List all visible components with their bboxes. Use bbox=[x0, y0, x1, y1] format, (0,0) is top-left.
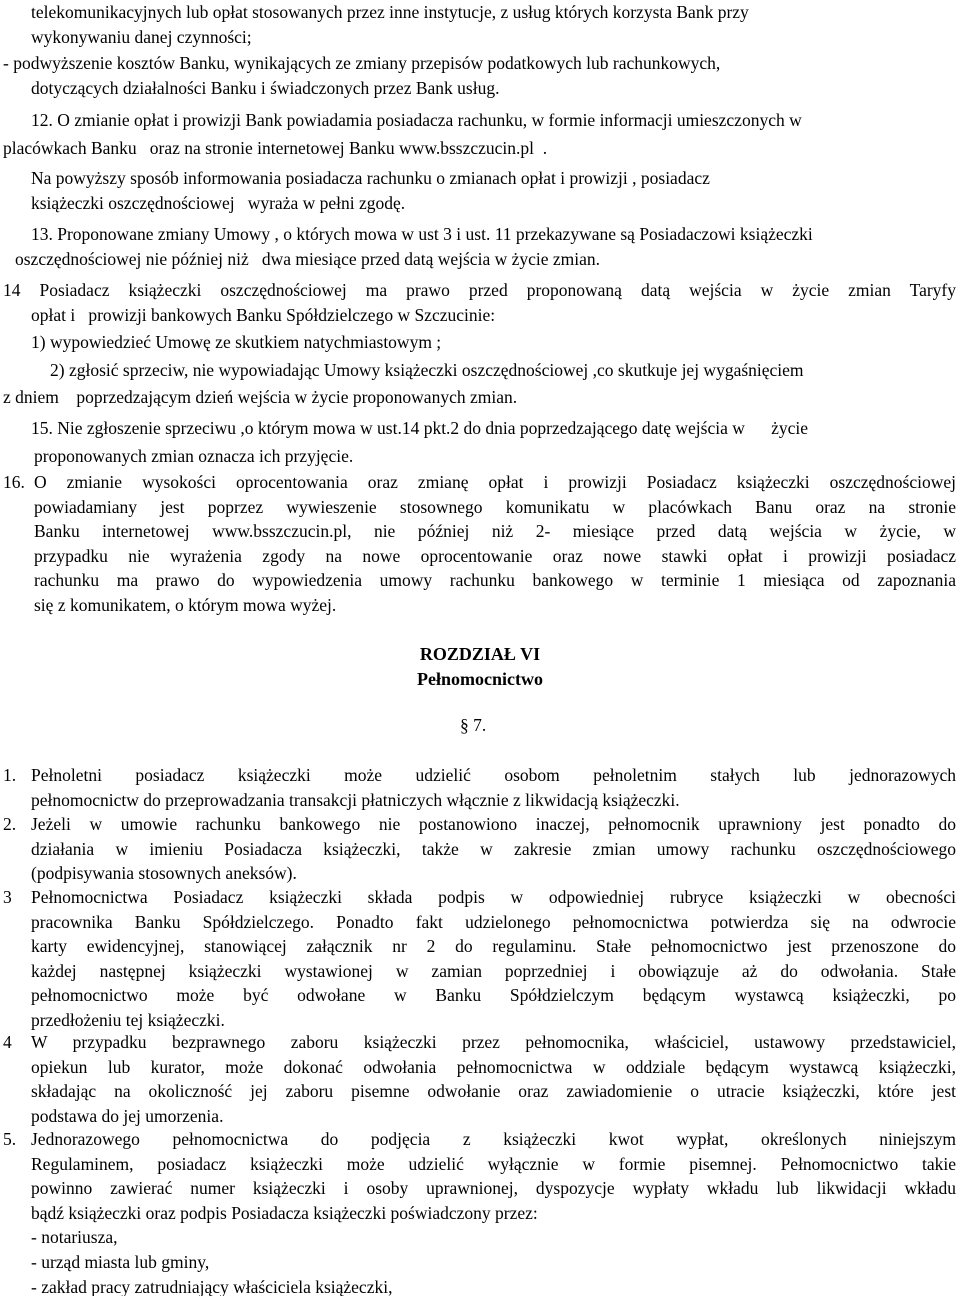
item-number: 4 bbox=[3, 1032, 12, 1052]
section-item-1 bbox=[3, 763, 956, 812]
bullet-tax-costs bbox=[3, 51, 956, 100]
text-line: opiekun lub kurator, może dokonać odwołania pełnomocnictwa w oddziale będącym wystawcą książeczki, bbox=[31, 1056, 956, 1077]
text-line: przypadku nie wyrażenia zgody na nowe oprocentowanie oraz nowe stawki opłat i prowizji posiadacz bbox=[34, 545, 956, 566]
text-line: karty ewidencyjnej, stanowiącej załącznik nr 2 do regulaminu. Stałe pełnomocnictwo jest przenoszone do bbox=[31, 936, 956, 957]
item-number: 5. bbox=[3, 1129, 17, 1149]
text-line: placówkach Banku oraz na stronie internetowej Banku www.bsszczucin.pl . bbox=[3, 138, 548, 158]
dash-list-item: - notariusza, bbox=[31, 1227, 118, 1248]
chapter-subtitle: Pełnomocnictwo bbox=[417, 669, 543, 689]
text-line: proponowanych zmian oznacza ich przyjęcie. bbox=[34, 445, 354, 466]
text-line: rachunku ma prawo do wypowiedzenia umowy rachunku bankowego w terminie 1 miesiąca od zapoznania bbox=[34, 570, 956, 591]
text-line: z dniem poprzedzającym dzień wejścia w życie proponowanych zmian. bbox=[3, 387, 518, 408]
text-line: Pełnomocnictwa Posiadacz książeczki składa podpis w odpowiedniej rubryce książeczki w obecności bbox=[31, 887, 956, 907]
text-line: 14 Posiadacz książeczki oszczędnościowej ma prawo przed proponowaną datą wejścia w życie zmian Taryfy bbox=[3, 280, 956, 300]
paragraph-12 bbox=[31, 108, 956, 133]
section-item-3 bbox=[3, 885, 956, 1033]
section-item-2 bbox=[3, 812, 956, 886]
chapter-title: ROZDZIAŁ VI bbox=[419, 644, 541, 664]
text-line: powiadamiany jest poprzez wywieszenie stosownego komunikatu w placówkach Banu oraz na stronie bbox=[34, 496, 956, 517]
text-line: (podpisywania stosownych aneksów). bbox=[31, 863, 297, 884]
text-line: przedłożeniu tej książeczki. bbox=[31, 1009, 225, 1030]
item-number: 3 bbox=[3, 887, 12, 907]
text-line: telekomunikacyjnych lub opłat stosowanych przez inne instytucje, z usług których korzysta Bank przy bbox=[31, 2, 749, 22]
text-line: 12. O zmianie opłat i prowizji Bank powiadamia posiadacza rachunku, w formie informacji umieszczonych w bbox=[31, 110, 802, 130]
text-line: Regulaminem, posiadacz książeczki może udzielić wyłącznie w formie pisemnej. Pełnomocnictwo takie bbox=[31, 1153, 956, 1174]
text-line: powinno zawierać numer książeczki i osoby uprawnionej, dyspozycje wypłaty wkładu lub likwidacji wkładu bbox=[31, 1178, 956, 1199]
paragraph-16 bbox=[3, 470, 956, 618]
section-number bbox=[460, 713, 520, 738]
text-line: podstawa do jej umorzenia. bbox=[31, 1105, 224, 1126]
paragraph-12-note bbox=[31, 166, 956, 215]
text-line: składając na okoliczność jej zaboru pisemne odwołanie oraz zawiadomienie o utracie książeczki, które jest bbox=[31, 1081, 956, 1102]
item-number: 1. bbox=[3, 765, 17, 785]
item-number: 16. bbox=[3, 472, 25, 492]
section-sign: § 7. bbox=[460, 715, 487, 735]
text-line: oszczędnościowej nie później niż dwa miesiące przed datą wejścia w życie zmian. bbox=[15, 248, 601, 269]
text-line: Na powyższy sposób informowania posiadacza rachunku o zmianach opłat i prowizji , posiadacz bbox=[31, 168, 710, 188]
section-item-5 bbox=[3, 1127, 956, 1296]
text-line: Banku internetowej www.bsszczucin.pl, nie później niż 2- miesiące przed datą wejścia w życie, w bbox=[34, 521, 956, 542]
text-line: O zmianie wysokości oprocentowania oraz zmianę opłat i prowizji Posiadacz książeczki oszczędnościowej bbox=[34, 472, 956, 492]
section-item-4 bbox=[3, 1030, 956, 1128]
top-continuation bbox=[31, 0, 956, 49]
text-line: Pełnoletni posiadacz książeczki może udzielić osobom pełnoletnim stałych lub jednorazowych bbox=[31, 765, 956, 785]
text-line: pracownika Banku Spółdzielczego. Ponadto fakt udzielonego pełnomocnictwa potwierdza się na odwrocie bbox=[31, 911, 956, 932]
text-line: 2) zgłosić sprzeciw, nie wypowiadając Umowy książeczki oszczędnościowej ,co skutkuje jej wygaśnięciem bbox=[50, 359, 804, 380]
text-line: - podwyższenie kosztów Banku, wynikających ze zmiany przepisów podatkowych lub rachunkowych, bbox=[3, 53, 721, 73]
text-line: każdej następnej książeczki wystawionej w zamian poprzedniej i obowiązuje aż do odwołania. Stałe bbox=[31, 960, 956, 981]
dash-list-item: - urząd miasta lub gminy, bbox=[31, 1251, 210, 1272]
text-line: dotyczących działalności Banku i świadczonych przez Bank usług. bbox=[31, 77, 500, 98]
text-line: 13. Proponowane zmiany Umowy , o których mowa w ust 3 i ust. 11 przekazywane są Posiadaczowi książeczki bbox=[31, 224, 813, 244]
text-line: pełnomocnictwo może być odwołane w Banku Spółdzielczym będącym wystawcą książeczki, po bbox=[31, 985, 956, 1006]
text-line: książeczki oszczędnościowej wyraża w pełni zgodę. bbox=[31, 192, 406, 213]
text-line: 1) wypowiedzieć Umowę ze skutkiem natychmiastowym ; bbox=[31, 332, 442, 353]
text-line: się z komunikatem, o którym mowa wyżej. bbox=[34, 594, 337, 615]
text-line: opłat i prowizji bankowych Banku Spółdzielczego w Szczucinie: bbox=[31, 304, 496, 325]
paragraph-13 bbox=[3, 222, 956, 271]
item-number: 2. bbox=[3, 814, 17, 834]
paragraph-14 bbox=[3, 278, 956, 410]
dash-list-item: - zakład pracy zatrudniający właściciela książeczki, bbox=[31, 1276, 393, 1296]
text-line: bądź książeczki oraz podpis Posiadacza książeczki poświadczony przez: bbox=[31, 1202, 538, 1223]
text-line: działania w imieniu Posiadacza książeczki, także w zakresie zmian umowy rachunku oszczędnościowego bbox=[31, 838, 956, 859]
text-line: 15. Nie zgłoszenie sprzeciwu ,o którym mowa w ust.14 pkt.2 do dnia poprzedzającego datę wejścia w życie bbox=[31, 418, 809, 438]
text-line: wykonywaniu danej czynności; bbox=[31, 26, 252, 47]
chapter-heading bbox=[0, 642, 960, 692]
text-line: Jeżeli w umowie rachunku bankowego nie postanowiono inaczej, pełnomocnik uprawniony jest ponadto do bbox=[31, 814, 956, 834]
paragraph-15 bbox=[3, 416, 956, 468]
text-line: pełnomocnictw do przeprowadzania transakcji płatniczych włącznie z likwidacją książeczki. bbox=[31, 789, 680, 810]
text-line: Jednorazowego pełnomocnictwa do podjęcia z książeczki kwot wypłat, określonych niniejszym bbox=[31, 1129, 956, 1149]
text-line: W przypadku bezprawnego zaboru książeczki przez pełnomocnika, właściciel, ustawowy przedstawiciel, bbox=[31, 1032, 956, 1052]
paragraph-12-cont bbox=[3, 136, 956, 161]
